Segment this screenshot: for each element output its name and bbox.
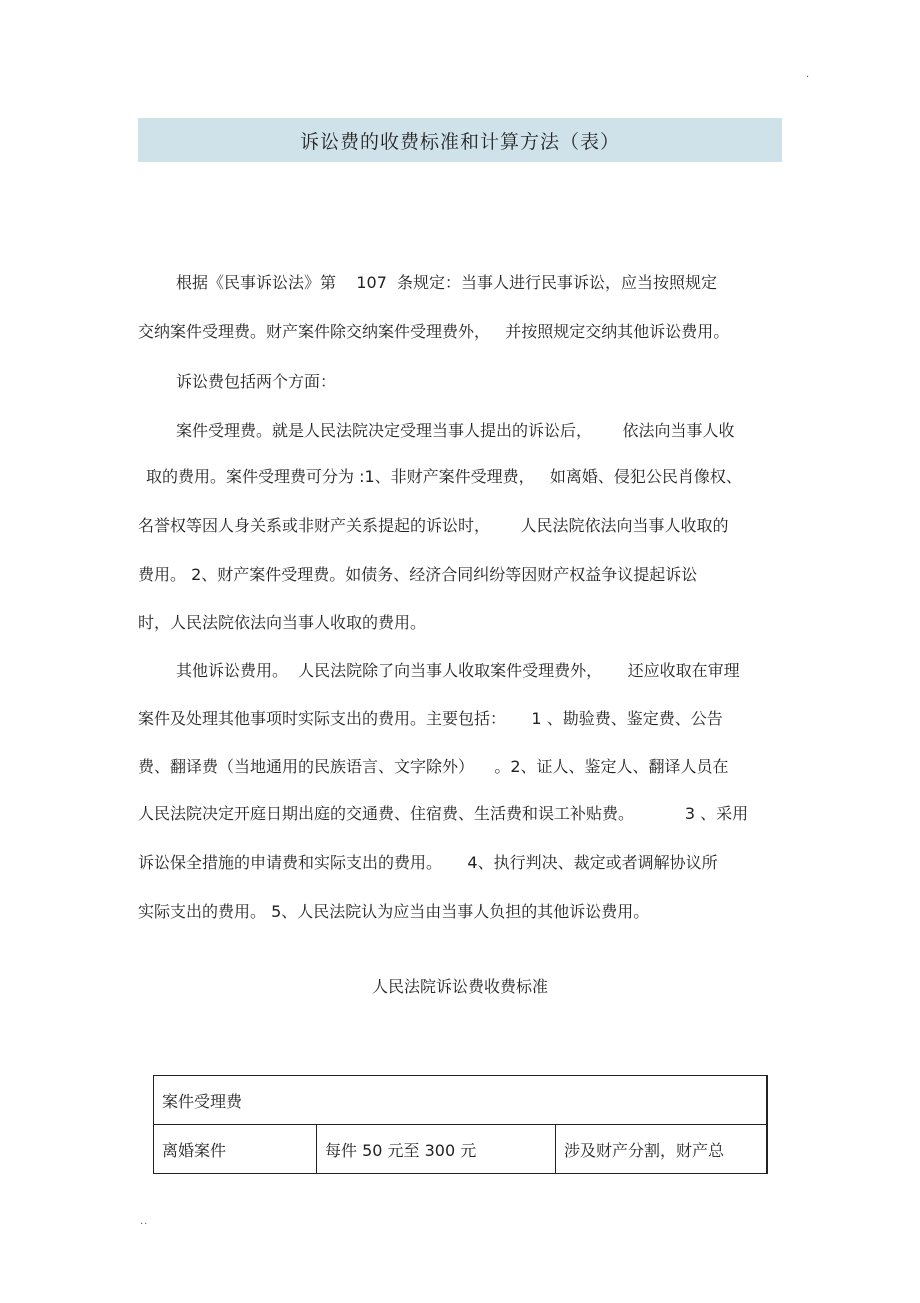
paragraph-line: 其他诉讼费用。 人民法院除了向当事人收取案件受理费外， 还应收取在审理 [176,661,740,680]
paragraph-line: 取的费用。案件受理费可分为 :1、非财产案件受理费， 如离婚、侵犯公民肖像权、 [146,467,742,486]
paragraph-line: 案件受理费。就是人民法院决定受理当事人提出的诉讼后， 依法向当事人收 [176,421,735,440]
paragraph-line: 诉讼费包括两个方面： [176,372,337,391]
paragraph-line: 名誉权等因人身关系或非财产关系提起的诉讼时， 人民法院依法向当事人收取的 [138,516,729,535]
paragraph-line: 实际支出的费用。 5、人民法院认为应当由当事人负担的其他诉讼费用。 [138,902,650,921]
fee-standard-table [153,1075,768,1174]
table-header-row [154,1076,767,1125]
paragraph-line: 时，人民法院依法向当事人收取的费用。 [138,613,427,632]
paragraph-line: 费用。 2、财产案件受理费。如债务、经济合同纠纷等因财产权益争议提起诉讼 [138,565,698,584]
table-cell-case-type: 离婚案件 [154,1125,317,1174]
document-title: 诉讼费的收费标准和计算方法（表） [299,130,620,153]
paragraph-line: 人民法院决定开庭日期出庭的交通费、住宿费、生活费和误工补贴费。 3 、采用 [138,804,749,823]
document-title-band [138,118,782,162]
paragraph-line: 诉讼保全措施的申请费和实际支出的费用。 4、执行判决、裁定或者调解协议所 [138,853,718,872]
footer-mark: .. [140,1216,149,1227]
paragraph-line: 根据《民事诉讼法》第 107 条规定：当事人进行民事诉讼，应当按照规定 [176,273,718,292]
table-cell-note: 涉及财产分割，财产总 [556,1125,767,1174]
table-row [154,1125,767,1174]
paragraph-line: 案件及处理其他事项时实际支出的费用。主要包括： 1 、勘验费、鉴定费、公告 [138,709,723,728]
paragraph-line: 交纳案件受理费。财产案件除交纳案件受理费外， 并按照规定交纳其他诉讼费用。 [138,322,730,341]
table-caption: 人民法院诉讼费收费标准 [371,977,548,996]
table-header-cell: 案件受理费 [154,1076,767,1125]
table-cell-fee: 每件 50 元至 300 元 [317,1125,556,1174]
paragraph-line: 费、翻译费（当地通用的民族语言、文字除外） 。2、证人、鉴定人、翻译人员在 [138,757,729,776]
corner-mark: · [806,72,810,83]
